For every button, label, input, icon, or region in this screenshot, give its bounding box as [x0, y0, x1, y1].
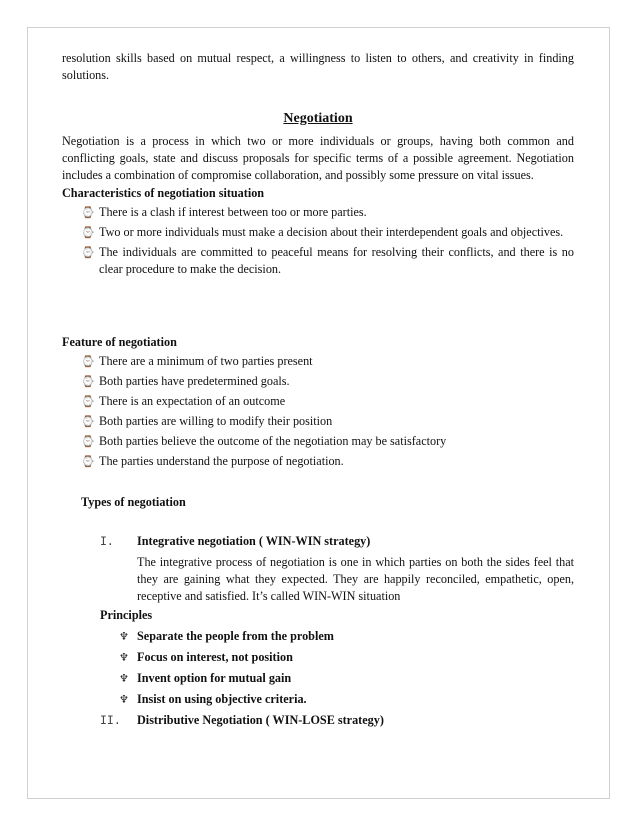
clock-bullet-icon: ⌚	[81, 355, 95, 368]
characteristics-list	[62, 204, 574, 278]
list-item-text: There is an expectation of an outcome	[99, 394, 286, 408]
list-item-text: The parties understand the purpose of negotiation.	[99, 454, 344, 468]
type-item-distributive	[62, 712, 574, 729]
list-item	[62, 224, 574, 241]
clock-bullet-icon: ⌚	[81, 435, 95, 448]
type-title: Integrative negotiation ( WIN-WIN strategy)	[137, 534, 371, 548]
negotiation-definition: Negotiation is a process in which two or more individuals or groups, having both common and conflicting goals, state and discuss proposals for specific terms of a possible agreement. Negotiation includes a combination of compromise collaboration, and possibly some pressure on vital issues.	[62, 134, 574, 182]
clock-bullet-icon: ⌚	[81, 395, 95, 408]
list-item	[62, 649, 574, 666]
clock-bullet-icon: ⌚	[81, 246, 95, 259]
list-item-text: Two or more individuals must make a decision about their interdependent goals and objectives.	[99, 225, 564, 239]
list-item-text: Separate the people from the problem	[137, 629, 334, 643]
clock-bullet-icon: ⌚	[81, 375, 95, 388]
list-item-text: Focus on interest, not position	[137, 650, 293, 664]
list-item	[62, 453, 574, 470]
list-item	[62, 353, 574, 370]
list-item	[62, 393, 574, 410]
trident-bullet-icon: ♆	[119, 693, 129, 706]
list-item-text: Insist on using objective criteria.	[137, 692, 307, 706]
list-item-text: Both parties are willing to modify their position	[99, 414, 333, 428]
principles-list	[62, 628, 574, 708]
features-list	[62, 353, 574, 470]
roman-numeral: I.	[100, 534, 114, 548]
clock-bullet-icon: ⌚	[81, 206, 95, 219]
trident-bullet-icon: ♆	[119, 630, 129, 643]
types-heading: Types of negotiation	[81, 495, 186, 509]
list-item	[62, 691, 574, 708]
principles-heading: Principles	[100, 608, 153, 622]
list-item	[62, 204, 574, 221]
list-item	[62, 244, 574, 278]
type-title: Distributive Negotiation ( WIN-LOSE strategy)	[137, 713, 384, 727]
characteristics-heading: Characteristics of negotiation situation	[62, 186, 265, 200]
roman-numeral: II.	[100, 713, 121, 727]
list-item-text: Both parties have predetermined goals.	[99, 374, 290, 388]
negotiation-heading: Negotiation	[283, 111, 353, 126]
spacer	[62, 281, 574, 333]
intro-paragraph: resolution skills based on mutual respect, a willingness to listen to others, and creativity in finding solutions.	[62, 51, 574, 82]
list-item-text: Invent option for mutual gain	[137, 671, 292, 685]
list-item	[62, 670, 574, 687]
clock-bullet-icon: ⌚	[81, 226, 95, 239]
features-heading: Feature of negotiation	[62, 335, 177, 349]
list-item	[62, 628, 574, 645]
clock-bullet-icon: ⌚	[81, 455, 95, 468]
list-item	[62, 413, 574, 430]
type-description: The integrative process of negotiation is one in which parties on both the sides feel that they are gaining what they expected. They are happily reconciled, empathetic, open, receptive and satisfied. It’s called WIN-WIN situation	[137, 555, 574, 603]
document-content	[62, 50, 574, 729]
type-item-integrative	[62, 533, 574, 550]
trident-bullet-icon: ♆	[119, 651, 129, 664]
list-item-text: The individuals are committed to peaceful means for resolving their conflicts, and there is no clear procedure to make the decision.	[99, 245, 574, 276]
clock-bullet-icon: ⌚	[81, 415, 95, 428]
list-item-text: There is a clash if interest between too or more parties.	[99, 205, 367, 219]
list-item-text: Both parties believe the outcome of the negotiation may be satisfactory	[99, 434, 447, 448]
trident-bullet-icon: ♆	[119, 672, 129, 685]
list-item	[62, 373, 574, 390]
list-item	[62, 433, 574, 450]
list-item-text: There are a minimum of two parties present	[99, 354, 313, 368]
